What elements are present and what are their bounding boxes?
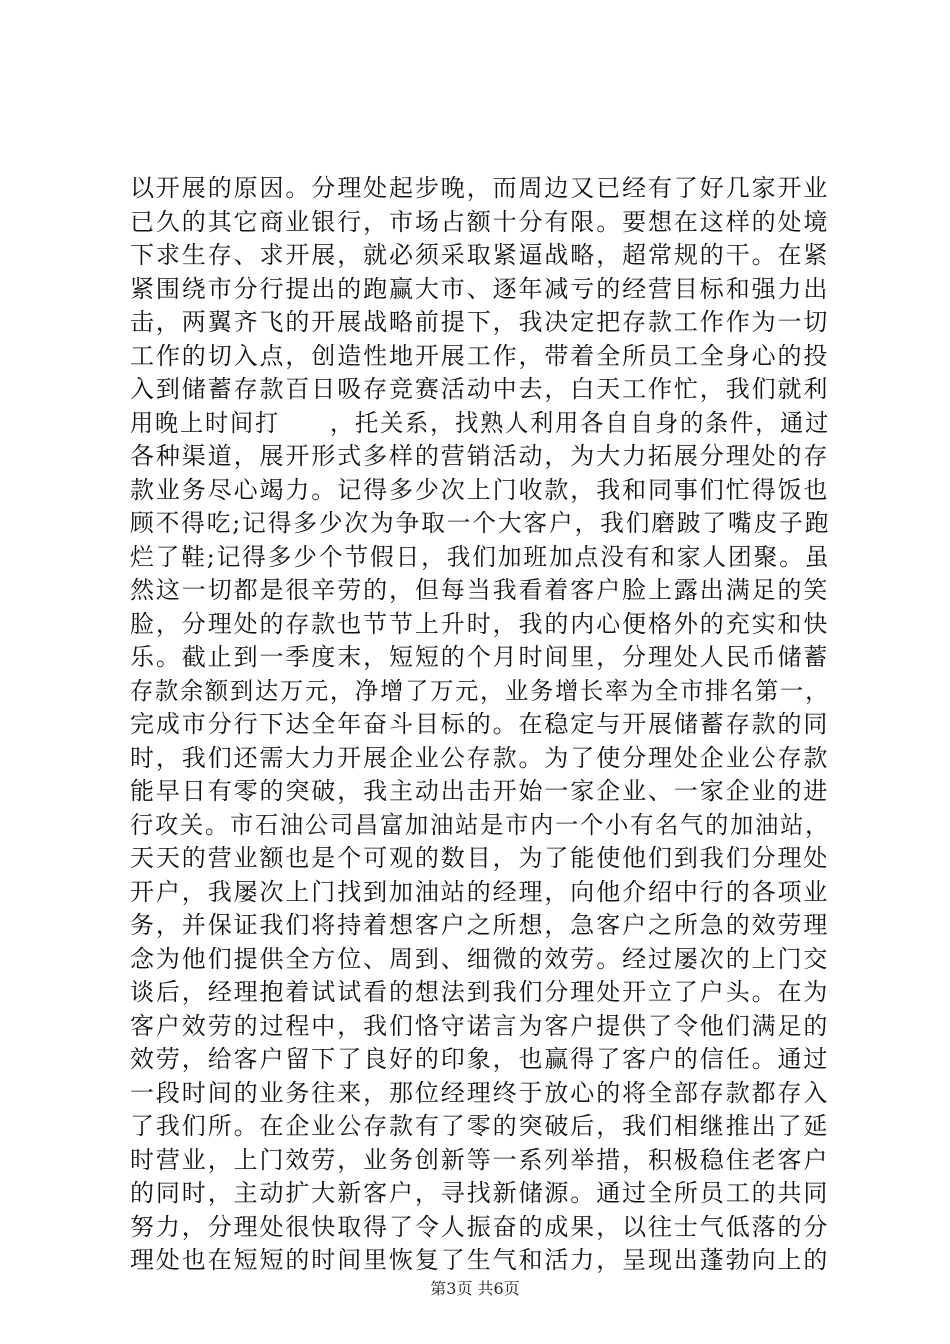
text-line: 工作的切入点，创造性地开展工作，带着全所员工全身心的投 bbox=[130, 341, 830, 370]
text-line: 的同时，主动扩大新客户，寻找新储源。通过全所员工的共同 bbox=[130, 1179, 830, 1207]
text-line: 时，我们还需大力开展企业公存款。为了使分理处企业公存款 bbox=[130, 743, 830, 772]
text-line: 客户效劳的过程中，我们恪守诺言为客户提供了令他们满足的 bbox=[130, 1011, 830, 1040]
text-line: 款业务尽心竭力。记得多少次上门收款，我和同事们忙得饭也 bbox=[130, 475, 830, 504]
text-line: 入到储蓄存款百日吸存竞赛活动中去，白天工作忙，我们就利 bbox=[130, 375, 830, 403]
text-line: 烂了鞋;记得多少个节假日，我们加班加点没有和家人团聚。虽 bbox=[130, 542, 831, 571]
text-line: 顾不得吃;记得多少次为争取一个大客户，我们磨跛了嘴皮子跑 bbox=[130, 509, 831, 537]
text-line: 开户，我屡次上门找到加油站的经理，向他介绍中行的各项业 bbox=[130, 877, 830, 906]
text-line: 天天的营业额也是个可观的数目，为了能使他们到我们分理处 bbox=[130, 844, 830, 872]
text-line: 效劳，给客户留下了良好的印象，也赢得了客户的信任。通过 bbox=[130, 1045, 830, 1073]
body-text bbox=[130, 172, 830, 1278]
text-line: 脸，分理处的存款也节节上升时，我的内心便格外的充实和快 bbox=[130, 609, 830, 638]
text-line: 已久的其它商业银行，市场占额十分有限。要想在这样的处境 bbox=[130, 207, 830, 236]
text-line: 谈后，经理抱着试试看的想法到我们分理处开立了户头。在为 bbox=[130, 978, 830, 1006]
text-line: 务，并保证我们将持着想客户之所想，急客户之所急的效劳理 bbox=[130, 911, 830, 939]
text-line: 存款余额到达万元，净增了万元，业务增长率为全市排名第一， bbox=[130, 676, 831, 705]
text-line: 能早日有零的突破，我主动出击开始一家企业、一家企业的进 bbox=[130, 777, 830, 805]
text-line: 然这一切都是很辛劳的，但每当我看着客户脸上露出满足的笑 bbox=[130, 576, 830, 604]
text-line: 乐。截止到一季度末，短短的个月时间里，分理处人民币储蓄 bbox=[130, 643, 830, 671]
text-line: 紧围绕市分行提出的跑赢大市、逐年减亏的经营目标和强力出 bbox=[130, 274, 830, 303]
text-line: 各种渠道，展开形式多样的营销活动，为大力拓展分理处的存 bbox=[130, 442, 830, 470]
text-line: 击，两翼齐飞的开展战略前提下，我决定把存款工作作为一切 bbox=[130, 308, 830, 336]
text-line: 一段时间的业务往来，那位经理终于放心的将全部存款都存入 bbox=[130, 1078, 830, 1107]
text-line: 行攻关。市石油公司昌富加油站是市内一个小有名气的加油站， bbox=[130, 810, 831, 839]
text-line: 念为他们提供全方位、周到、细微的效劳。经过屡次的上门交 bbox=[130, 944, 830, 973]
text-line: 努力，分理处很快取得了令人振奋的成果，以往士气低落的分 bbox=[130, 1212, 830, 1241]
text-line: 下求生存、求开展，就必须采取紧逼战略，超常规的干。在紧 bbox=[130, 241, 830, 269]
text-line: 了我们所。在企业公存款有了零的突破后，我们相继推出了延 bbox=[130, 1112, 830, 1140]
page-footer: 第3页 共6页 bbox=[430, 1279, 520, 1298]
text-line: 用晚上时间打 ，托关系，找熟人利用各自自身的条件，通过 bbox=[130, 408, 831, 437]
text-line: 时营业，上门效劳，业务创新等一系列举措，积极稳住老客户 bbox=[130, 1145, 830, 1174]
text-line: 以开展的原因。分理处起步晚，而周边又已经有了好几家开业 bbox=[130, 174, 830, 202]
text-line: 理处也在短短的时间里恢复了生气和活力，呈现出蓬勃向上的 bbox=[130, 1246, 830, 1274]
text-line: 完成市分行下达全年奋斗目标的。在稳定与开展储蓄存款的同 bbox=[130, 710, 830, 738]
